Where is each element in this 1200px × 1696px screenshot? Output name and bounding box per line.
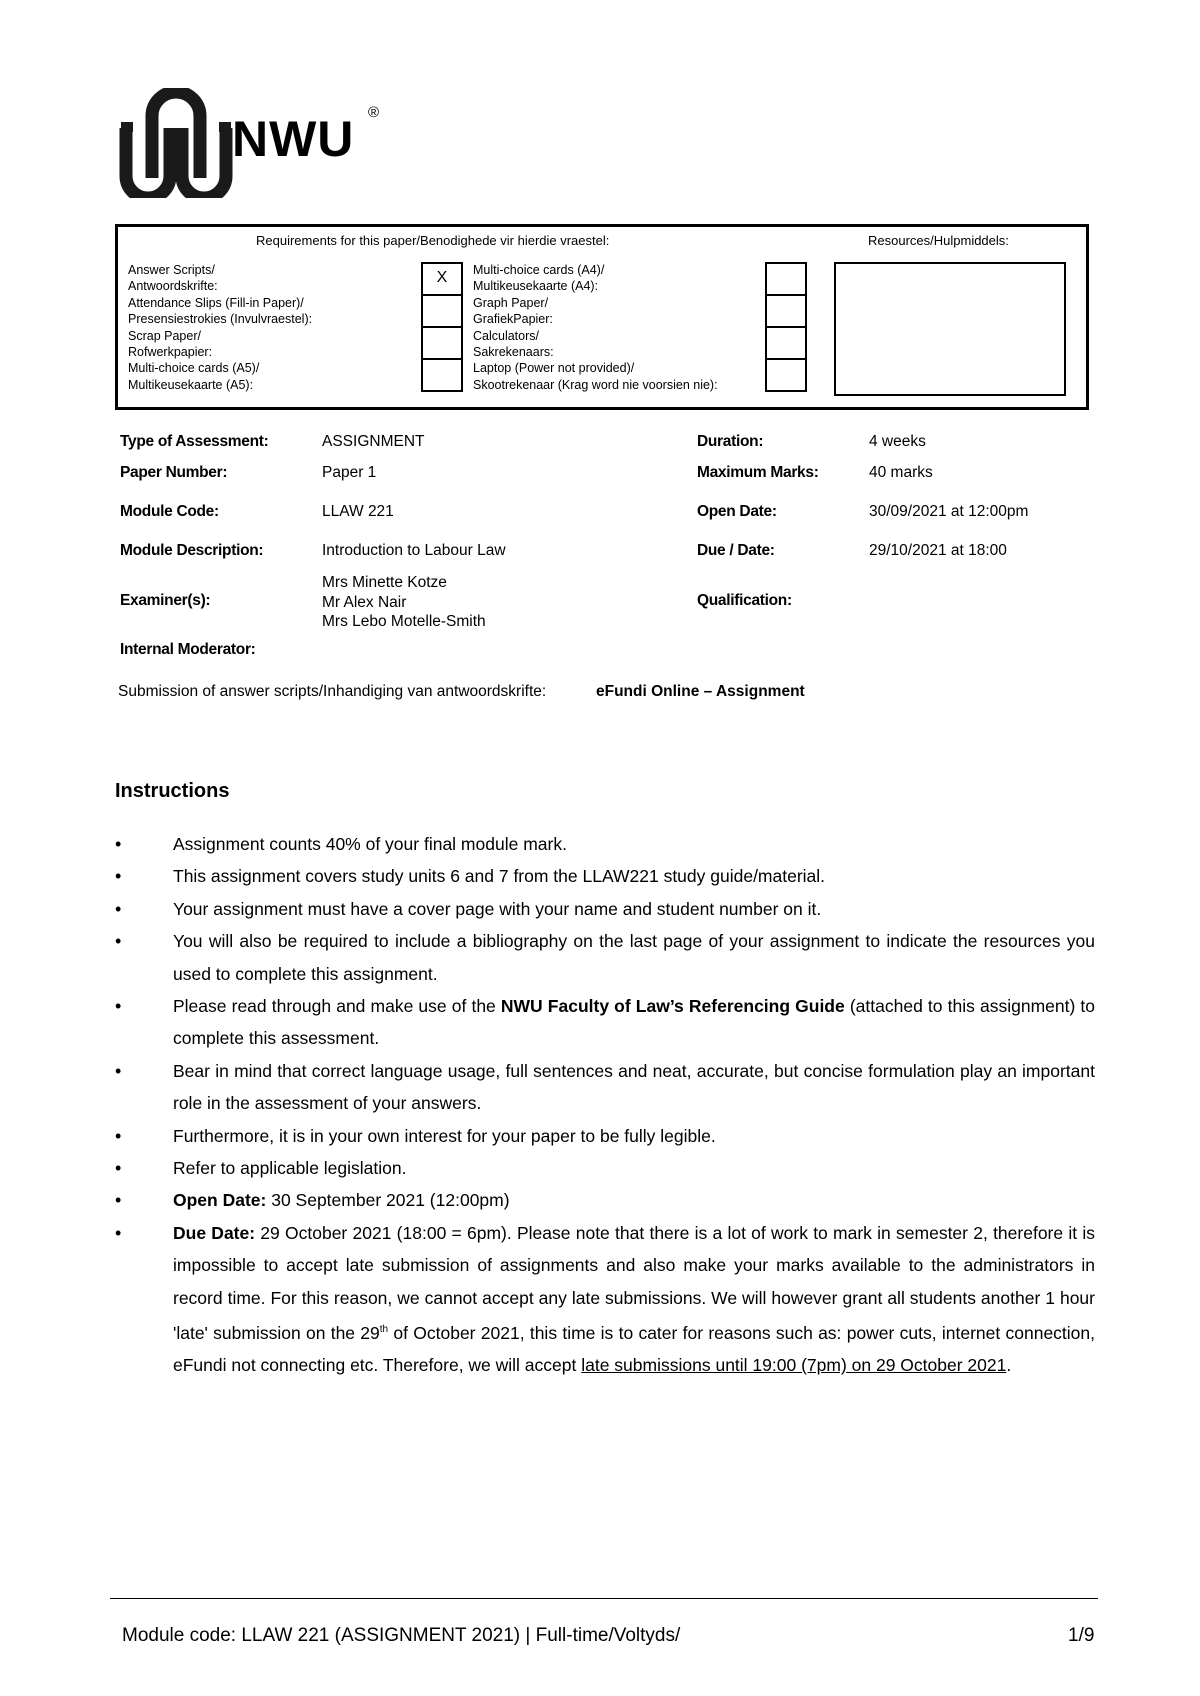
checkbox-column-mid [765, 262, 807, 392]
req-item: Presensiestrokies (Invulvraestel): [128, 312, 313, 327]
requirements-title: Requirements for this paper/Benodighede vir hierdie vraestel: [256, 233, 610, 248]
submission-value: eFundi Online – Assignment [596, 683, 805, 700]
list-item [115, 1152, 1095, 1184]
open-date-heading: Open Date: [173, 1190, 267, 1211]
resources-area [834, 262, 1066, 396]
footer-divider [110, 1598, 1098, 1599]
marks-value: 40 marks [869, 464, 933, 481]
ordinal-suffix: th [379, 1324, 389, 1336]
list-item [115, 860, 1095, 892]
logo-wordmark: NWU [232, 111, 355, 167]
req-item: Antwoordskrifte: [128, 279, 218, 294]
checkbox-column-left [421, 262, 463, 392]
moderator-label: Internal Moderator: [120, 641, 256, 658]
list-item [115, 1055, 1095, 1120]
requirements-box [115, 224, 1089, 410]
checkbox-mc-cards-a4 [767, 264, 805, 296]
examiner-name: Mrs Lebo Motelle-Smith [322, 613, 486, 630]
req-item: Multikeusekaarte (A5): [128, 377, 254, 392]
requirements-list-mid [473, 262, 718, 393]
duration-value: 4 weeks [869, 433, 926, 450]
due-date-value: 29/10/2021 at 18:00 [869, 542, 1007, 559]
instruction-text: Please read through and make use of the [173, 996, 501, 1017]
type-value: ASSIGNMENT [322, 433, 425, 450]
late-submission-deadline: late submissions until 19:00 (7pm) on 29 October 2021 [581, 1355, 1007, 1376]
due-date-heading: Due Date: [173, 1222, 256, 1243]
instruction-text: 30 September 2021 (12:00pm) [266, 1190, 510, 1211]
description-value: Introduction to Labour Law [322, 542, 506, 559]
req-item: Sakrekenaars: [473, 345, 554, 360]
examiner-name: Mrs Minette Kotze [322, 574, 447, 591]
list-item [115, 1217, 1095, 1382]
list-item [115, 893, 1095, 925]
instruction-text: Refer to applicable legislation. [173, 1158, 407, 1179]
resources-title: Resources/Hulpmiddels: [868, 233, 1009, 248]
list-item [115, 1184, 1095, 1216]
type-label: Type of Assessment: [120, 433, 269, 450]
instruction-text: of October 2021, this time is to cater for reasons such as: power cuts, internet connection, eFundi not connecting etc. Therefore, we will accept [173, 1322, 1096, 1376]
checkbox-attendance-slips [423, 296, 461, 328]
instruction-text: Furthermore, it is in your own interest for your paper to be fully legible. [173, 1125, 716, 1146]
req-item: Answer Scripts/ [128, 263, 215, 277]
list-item [115, 828, 1095, 860]
req-item: Scrap Paper/ [128, 328, 201, 343]
req-item: Skootrekenaar (Krag word nie voorsien nie): [473, 377, 718, 392]
paper-label: Paper Number: [120, 464, 228, 481]
page-number: 1/9 [1068, 1625, 1095, 1646]
instructions-list [115, 828, 1095, 1382]
req-item: Graph Paper/ [473, 295, 549, 310]
instruction-text: 29 October 2021 (18:00 = 6pm). Please note that there is a lot of work to mark in semester 2, therefore it is impossible to accept late submission of assignments and also make your marks available to the administrators in record time. For this reason, we cannot accept any late submissions. We will however grant all students another 1 hour 'late' submission on the 29 [173, 1222, 1095, 1343]
code-label: Module Code: [120, 503, 219, 520]
list-item [115, 990, 1095, 1055]
checkbox-calculators [767, 328, 805, 360]
marks-label: Maximum Marks: [697, 464, 819, 481]
instruction-text: Bear in mind that correct language usage, full sentences and neat, accurate, but concise formulation play an important role in the assessment of your answers. [173, 1060, 1095, 1114]
footer-module-code: Module code: LLAW 221 (ASSIGNMENT 2021) | Full-time/Voltyds/ [122, 1625, 681, 1646]
referencing-guide-title: NWU Faculty of Law’s Referencing Guide [500, 996, 845, 1017]
req-item: Multikeusekaarte (A4): [473, 279, 599, 294]
checkbox-laptop [767, 360, 805, 392]
instruction-text: Assignment counts 40% of your final module mark. [173, 834, 567, 854]
req-item: Multi-choice cards (A4)/ [473, 263, 605, 277]
open-date-value: 30/09/2021 at 12:00pm [869, 503, 1029, 520]
registered-mark: ® [368, 104, 380, 121]
checkbox-mc-cards-a5 [423, 360, 461, 392]
req-item: Laptop (Power not provided)/ [473, 361, 635, 376]
req-item: Rofwerkpapier: [128, 345, 213, 360]
instruction-text: (attached to this assignment) to complete this assessment. [173, 996, 1096, 1049]
description-label: Module Description: [120, 542, 264, 559]
paper-value: Paper 1 [322, 464, 377, 481]
open-date-label: Open Date: [697, 503, 777, 520]
requirements-list-left [128, 262, 312, 393]
examiner-name: Mr Alex Nair [322, 593, 407, 611]
checkbox-scrap-paper [423, 328, 461, 360]
req-item: GrafiekPapier: [473, 312, 553, 327]
code-value: LLAW 221 [322, 503, 394, 520]
instruction-text: . [1006, 1355, 1012, 1376]
list-item [115, 1120, 1095, 1152]
list-item [115, 925, 1095, 990]
submission-label: Submission of answer scripts/Inhandiging van antwoordskrifte: [118, 683, 547, 700]
examiners-list [322, 573, 486, 632]
due-date-label: Due / Date: [697, 542, 775, 559]
checkbox-graph-paper [767, 296, 805, 328]
duration-label: Duration: [697, 433, 764, 450]
examiner-label: Examiner(s): [120, 592, 211, 609]
instruction-text: Your assignment must have a cover page with your name and student number on it. [173, 898, 822, 919]
instructions-heading: Instructions [115, 780, 230, 802]
req-item: Multi-choice cards (A5)/ [128, 361, 260, 376]
req-item: Calculators/ [473, 328, 539, 343]
instruction-text: This assignment covers study units 6 and 7 from the LLAW221 study guide/material. [173, 866, 826, 887]
qualification-label: Qualification: [697, 592, 792, 609]
checkbox-answer-scripts: X [423, 264, 461, 296]
instruction-text: You will also be required to include a bibliography on the last page of your assignment to indicate the resources you used to complete this assignment. [173, 931, 1095, 984]
req-item: Attendance Slips (Fill-in Paper)/ [128, 295, 304, 310]
